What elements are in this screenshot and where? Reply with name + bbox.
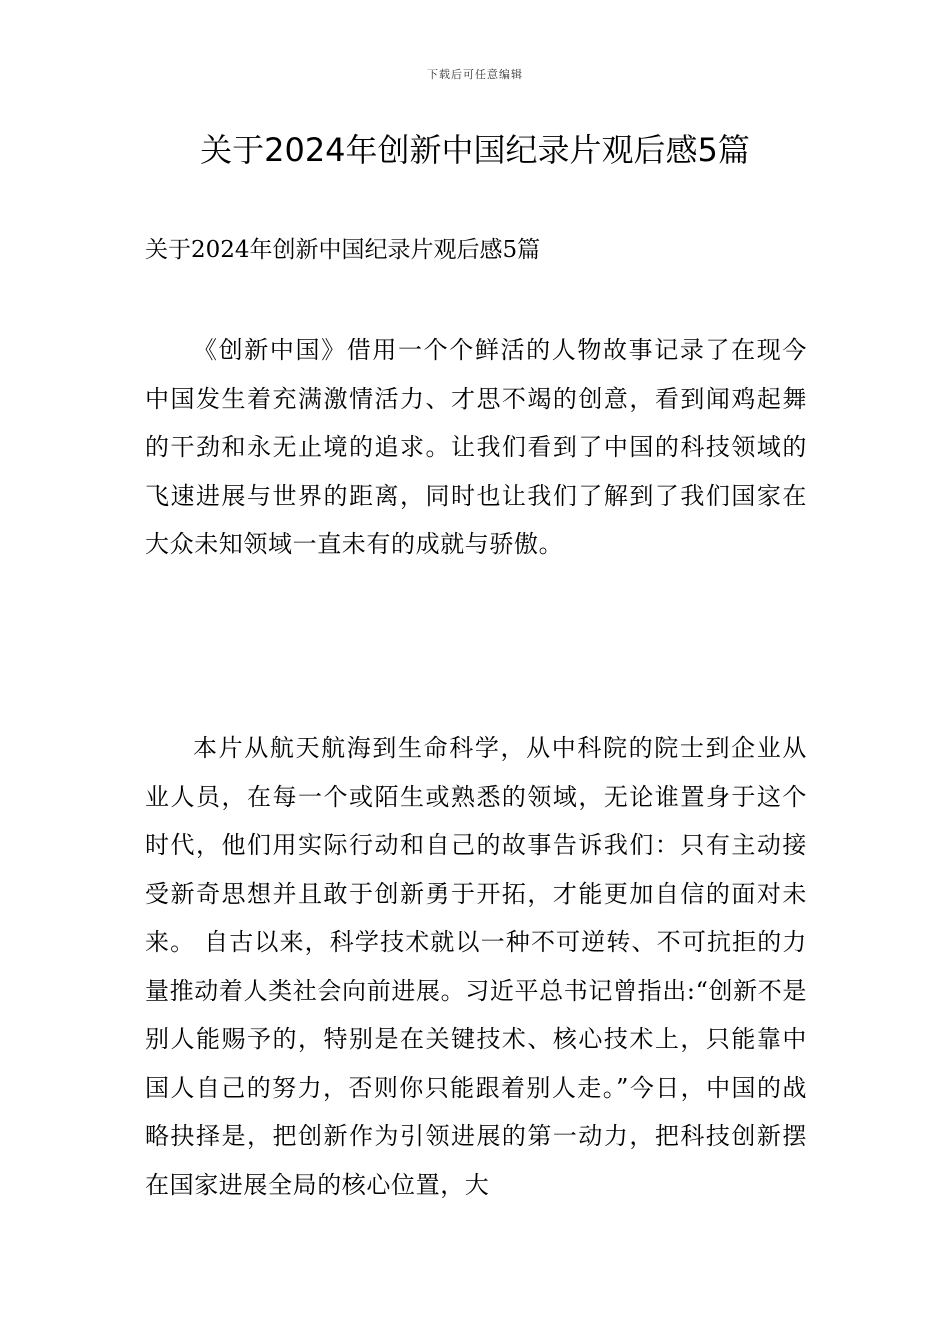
paragraph-2: 本片从航天航海到生命科学，从中科院的院士到企业从业人员，在每一个或陌生或熟悉的领域，无论谁置身于这个时代，他们用实际行动和自己的故事告诉我们：只有主动接受新奇思想并且敢于创新勇于开拓，才能更加自信的面对未来。 自古以来，科学技术就以一种不可逆转、不可抗拒的力量推动着人类社会向前进展。习近平总书记曾指出:“创新不是别人能赐予的，特别是在关键技术、核心技术上，只能靠中国人自己的努力，否则你只能跟着别人走。”今日，中国的战略抉择是，把创新作为引领进展的第一动力，把科技创新摆在国家进展全局的核心位置，大 [145,734,807,1199]
document-subtitle: 关于2024年创新中国纪录片观后感5篇 [145,237,541,263]
header-note: 下载后可任意编辑 [427,68,523,81]
paragraph-1: 《创新中国》借用一个个鲜活的人物故事记录了在现今中国发生着充满激情活力、才思不竭的创意，看到闻鸡起舞的干劲和永无止境的追求。让我们看到了中国的科技领域的飞速进展与世界的距离，同时也让我们了解到了我们国家在大众未知领域一直未有的成就与骄傲。 [145,336,807,558]
document-title: 关于2024年创新中国纪录片观后感5篇 [200,131,750,169]
